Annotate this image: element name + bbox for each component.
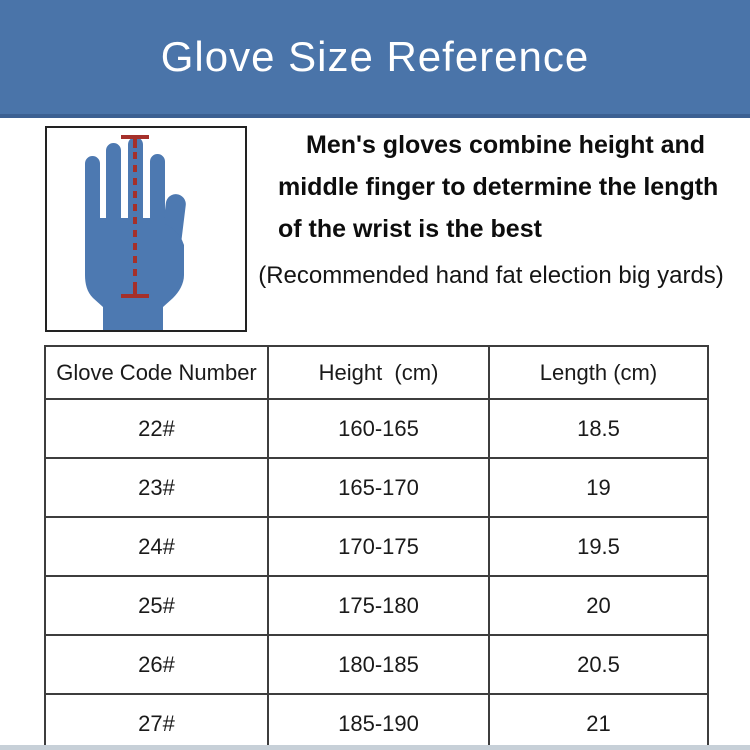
cell-code: 22# bbox=[45, 399, 268, 458]
intro-note: (Recommended hand fat election big yards) bbox=[258, 262, 724, 289]
cell-code: 25# bbox=[45, 576, 268, 635]
cell-height: 165-170 bbox=[268, 458, 489, 517]
page-title: Glove Size Reference bbox=[160, 33, 590, 80]
column-header-length: Length (cm) bbox=[489, 346, 708, 399]
cell-height: 175-180 bbox=[268, 576, 489, 635]
cell-length: 21 bbox=[489, 694, 708, 750]
table-row bbox=[45, 517, 708, 576]
hand-measurement-icon bbox=[47, 128, 245, 330]
cell-height: 160-165 bbox=[268, 399, 489, 458]
bottom-accent-bar bbox=[0, 745, 750, 750]
size-table bbox=[44, 345, 709, 750]
hand-measurement-figure bbox=[45, 126, 247, 332]
cell-code: 24# bbox=[45, 517, 268, 576]
cell-code: 23# bbox=[45, 458, 268, 517]
table-row bbox=[45, 694, 708, 750]
cell-code: 26# bbox=[45, 635, 268, 694]
table-row bbox=[45, 399, 708, 458]
intro-line: Men's gloves combine height and bbox=[306, 131, 706, 159]
table-header-row bbox=[45, 346, 708, 399]
cell-length: 20 bbox=[489, 576, 708, 635]
column-header-height: Height (cm) bbox=[268, 346, 489, 399]
table-row bbox=[45, 576, 708, 635]
intro-text bbox=[278, 124, 744, 250]
intro-line: middle finger to determine the length bbox=[278, 173, 719, 201]
cell-length: 19.5 bbox=[489, 517, 708, 576]
cell-code: 27# bbox=[45, 694, 268, 750]
cell-length: 19 bbox=[489, 458, 708, 517]
table-row bbox=[45, 635, 708, 694]
intro-line: of the wrist is the best bbox=[278, 215, 542, 243]
table-row bbox=[45, 458, 708, 517]
cell-length: 18.5 bbox=[489, 399, 708, 458]
cell-height: 180-185 bbox=[268, 635, 489, 694]
header-banner bbox=[0, 0, 750, 118]
cell-length: 20.5 bbox=[489, 635, 708, 694]
column-header-code: Glove Code Number bbox=[45, 346, 268, 399]
cell-height: 185-190 bbox=[268, 694, 489, 750]
cell-height: 170-175 bbox=[268, 517, 489, 576]
